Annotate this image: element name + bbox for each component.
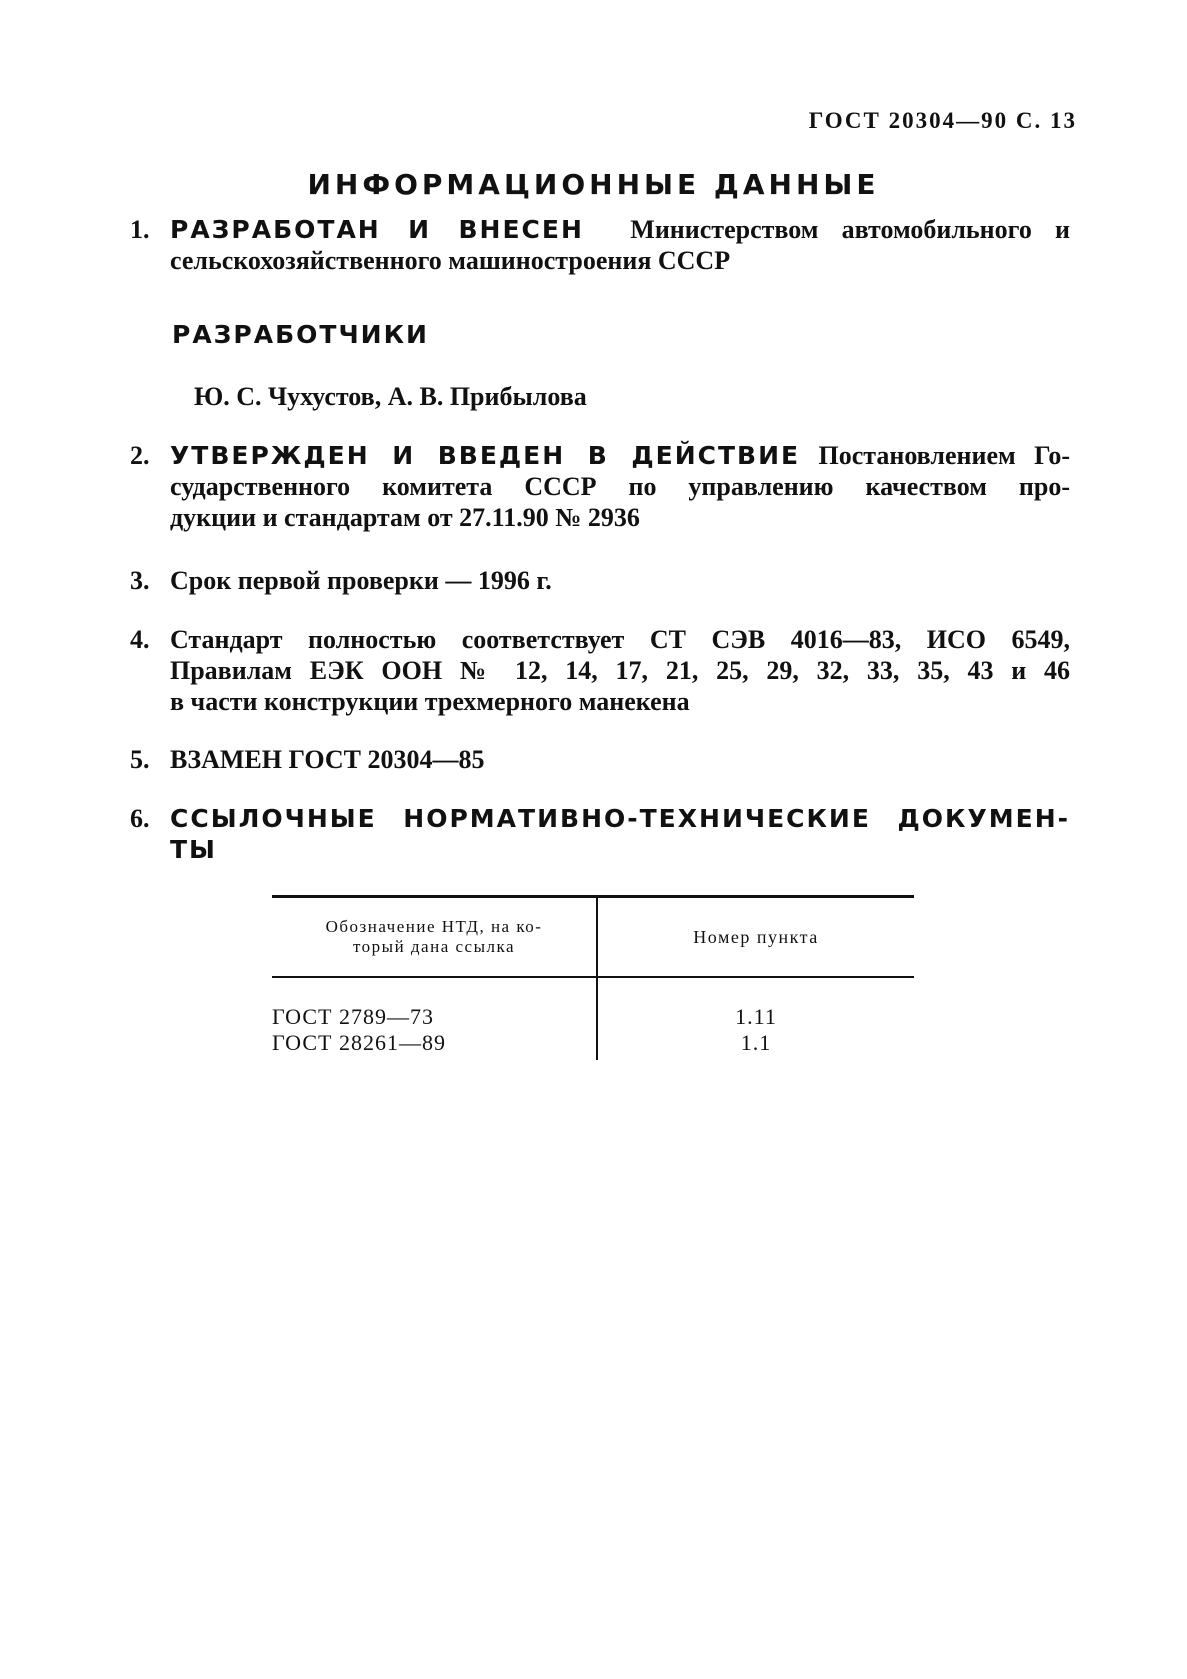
section-2 <box>130 440 1070 533</box>
section-text: в части конструкции трехмерного манекена <box>170 687 690 716</box>
column-header-document: Обозначение НТД, на ко- торый дана ссылка <box>272 898 598 976</box>
section-text: дукции и стандартам от 27.11.90 № 2936 <box>170 503 640 532</box>
table-cell-document: ГОСТ 2789—73 <box>272 1004 434 1029</box>
section-heading: УТВЕРЖДЕН И ВВЕДЕН В ДЕЙСТВИЕ <box>170 441 801 470</box>
section-text: сельскохозяйственного машиностроения СССР <box>170 246 731 275</box>
section-number: 3. <box>130 566 150 595</box>
section-number: 6. <box>130 804 150 833</box>
section-number: 5. <box>130 745 150 774</box>
developers-heading: РАЗРАБОТЧИКИ <box>172 320 429 349</box>
section-text: Правилам ЕЭК ООН № 12, 14, 17, 21, 25, 29, 32, 33, 35, 43 и 46 <box>170 656 1070 685</box>
section-6 <box>130 803 1070 865</box>
section-number: 4. <box>130 625 150 654</box>
table-cell-clause: 1.1 <box>740 1030 772 1055</box>
section-4 <box>130 624 1070 717</box>
table-cell-document: ГОСТ 28261—89 <box>272 1030 446 1055</box>
page-header: ГОСТ 20304—90 С. 13 <box>808 108 1077 133</box>
section-heading: ССЫЛОЧНЫЕ НОРМАТИВНО-ТЕХНИЧЕСКИЕ ДОКУМЕН- <box>170 804 1070 833</box>
section-1 <box>130 214 1070 276</box>
table-body <box>272 978 914 1060</box>
section-number: 2. <box>130 441 150 470</box>
section-heading: РАЗРАБОТАН И ВНЕСЕН <box>170 215 584 244</box>
section-text: Стандарт полностью соответствует СТ СЭВ 4016—83, ИСО 6549, <box>170 625 1070 654</box>
table-cell-clause: 1.11 <box>735 1004 777 1029</box>
section-heading: ТЫ <box>170 835 217 864</box>
reference-table <box>272 895 914 1060</box>
section-5 <box>130 744 1070 775</box>
page-title: ИНФОРМАЦИОННЫЕ ДАННЫЕ <box>307 168 880 201</box>
section-number: 1. <box>130 215 150 244</box>
column-header-clause: Номер пункта <box>693 926 819 947</box>
section-3 <box>130 565 1070 596</box>
section-text: ВЗАМЕН ГОСТ 20304—85 <box>170 745 485 774</box>
section-text: Постановлением Го- <box>818 441 1071 470</box>
developers-names: Ю. С. Чухустов, А. В. Прибылова <box>194 382 587 411</box>
section-text: Министерством автомобильного и <box>630 215 1070 244</box>
section-text: Срок первой проверки — 1996 г. <box>170 566 552 595</box>
table-header <box>272 898 914 976</box>
section-text: сударственного комитета СССР по управлению качеством про- <box>170 472 1070 501</box>
